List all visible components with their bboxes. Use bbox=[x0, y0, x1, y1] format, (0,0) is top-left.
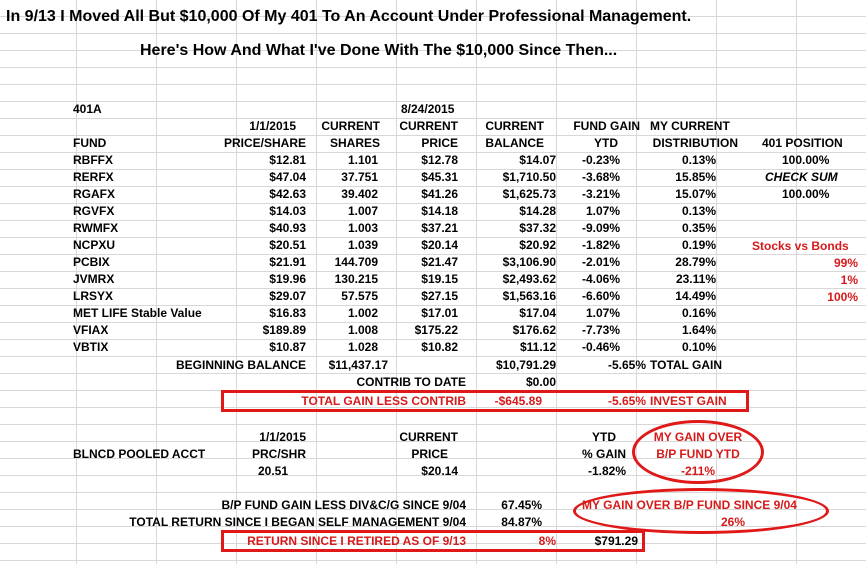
cell-shares: 1.101 bbox=[347, 153, 378, 167]
my-gain-ytd-line2: B/P FUND YTD bbox=[656, 447, 740, 461]
cell-price1: $12.81 bbox=[269, 153, 306, 167]
pooled-ytd-gain: -1.82% bbox=[587, 464, 626, 478]
cell-fund: RBFFX bbox=[73, 153, 113, 167]
cell-price: $19.15 bbox=[421, 272, 458, 286]
cell-ytd: -3.68% bbox=[581, 170, 620, 184]
cell-balance: $14.07 bbox=[519, 153, 556, 167]
cell-price1: $40.93 bbox=[269, 221, 306, 235]
cell-fund: RERFX bbox=[73, 170, 114, 184]
pooled-gain-header: % GAIN bbox=[581, 447, 626, 461]
cell-price: $175.22 bbox=[414, 323, 458, 337]
title-line-2: Here's How And What I've Done With The $10,000 Since Then... bbox=[140, 42, 618, 59]
cell-ytd: -4.06% bbox=[581, 272, 620, 286]
stocks-vs-bonds-label: Stocks vs Bonds bbox=[752, 239, 849, 253]
total-gain-pct: -5.65% bbox=[607, 358, 646, 372]
cell-balance: $1,625.73 bbox=[502, 187, 556, 201]
total-return-label: TOTAL RETURN SINCE I BEGAN SELF MANAGEMENT 9/04 bbox=[129, 515, 466, 529]
cell-price: $17.01 bbox=[421, 306, 458, 320]
cell-price1: $189.89 bbox=[262, 323, 306, 337]
cell-ytd: -2.01% bbox=[581, 255, 620, 269]
cell-ytd: -6.60% bbox=[581, 289, 620, 303]
cell-ytd: 1.07% bbox=[585, 204, 620, 218]
cell-shares: 57.575 bbox=[341, 289, 378, 303]
header-row1-col-2: CURRENT bbox=[321, 119, 380, 133]
cell-balance: $17.04 bbox=[519, 306, 556, 320]
cell-balance: $20.92 bbox=[519, 238, 556, 252]
checksum-label: CHECK SUM bbox=[765, 170, 838, 184]
header-row1-col-3: CURRENT bbox=[399, 119, 458, 133]
invest-gain-pct: -5.65% bbox=[607, 394, 646, 408]
total-gain-less-contrib-label: TOTAL GAIN LESS CONTRIB bbox=[301, 394, 466, 408]
header-row1-col-6: MY CURRENT bbox=[650, 119, 730, 133]
header-row2-col-3: PRICE bbox=[421, 136, 458, 150]
invest-gain-label: INVEST GAIN bbox=[650, 394, 727, 408]
title-line-1: In 9/13 I Moved All But $10,000 Of My 401 To An Account Under Professional Management. bbox=[6, 8, 692, 25]
stocks-pct: 99% bbox=[833, 256, 858, 270]
pooled-date-header: 1/1/2015 bbox=[259, 430, 306, 444]
cell-price1: $10.87 bbox=[269, 340, 306, 354]
beginning-balance-label: BEGINNING BALANCE bbox=[175, 358, 306, 372]
cell-fund: PCBIX bbox=[73, 255, 110, 269]
cell-dist: 0.16% bbox=[681, 306, 716, 320]
cell-dist: 0.13% bbox=[681, 153, 716, 167]
header-row1-col-5: FUND GAIN bbox=[573, 119, 640, 133]
header-row2-col-2: SHARES bbox=[329, 136, 380, 150]
cell-ytd: -0.23% bbox=[581, 153, 620, 167]
cell-price1: $21.91 bbox=[269, 255, 306, 269]
cell-shares: 1.028 bbox=[347, 340, 378, 354]
cell-fund: NCPXU bbox=[73, 238, 116, 252]
return-since-retired-label: RETURN SINCE I RETIRED AS OF 9/13 bbox=[247, 534, 466, 548]
stocks-bonds-total: 100% bbox=[827, 290, 858, 304]
pooled-prc-header: PRC/SHR bbox=[251, 447, 306, 461]
cell-price1: $19.96 bbox=[269, 272, 306, 286]
cell-price: $45.31 bbox=[421, 170, 458, 184]
cell-dist: 1.64% bbox=[681, 323, 716, 337]
cell-shares: 1.039 bbox=[347, 238, 378, 252]
cell-shares: 130.215 bbox=[334, 272, 378, 286]
cell-balance: $37.32 bbox=[519, 221, 556, 235]
cell-fund: RGAFX bbox=[73, 187, 115, 201]
cell-price1: $47.04 bbox=[269, 170, 306, 184]
position-total: 100.00% bbox=[782, 153, 830, 167]
pooled-start-price: 20.51 bbox=[257, 464, 288, 478]
cell-price: $10.82 bbox=[421, 340, 458, 354]
cell-dist: 0.10% bbox=[681, 340, 716, 354]
header-row2-col-5: YTD bbox=[594, 136, 618, 150]
cell-ytd: -9.09% bbox=[581, 221, 620, 235]
cell-balance: $1,710.50 bbox=[502, 170, 556, 184]
cell-ytd: -7.73% bbox=[581, 323, 620, 337]
cell-dist: 14.49% bbox=[675, 289, 716, 303]
cell-shares: 1.003 bbox=[347, 221, 378, 235]
cell-price: $12.78 bbox=[421, 153, 458, 167]
cell-fund: JVMRX bbox=[73, 272, 115, 286]
cell-fund: VFIAX bbox=[73, 323, 109, 337]
cell-price: $27.15 bbox=[421, 289, 458, 303]
cell-fund: RGVFX bbox=[73, 204, 115, 218]
cell-shares: 1.002 bbox=[347, 306, 378, 320]
my-gain-ytd-value: -211% bbox=[680, 464, 716, 478]
cell-dist: 0.35% bbox=[681, 221, 716, 235]
contrib-value: $0.00 bbox=[525, 375, 556, 389]
cell-price1: $29.07 bbox=[269, 289, 306, 303]
account-label: 401A bbox=[73, 102, 102, 116]
cell-fund: RWMFX bbox=[73, 221, 119, 235]
bonds-pct: 1% bbox=[840, 273, 858, 287]
total-gain-label: TOTAL GAIN bbox=[650, 358, 722, 372]
return-since-retired-value: $791.29 bbox=[594, 534, 638, 548]
cell-price: $37.21 bbox=[421, 221, 458, 235]
cell-shares: 37.751 bbox=[341, 170, 378, 184]
pooled-account-label: BLNCD POOLED ACCT bbox=[73, 447, 206, 461]
cell-dist: 15.85% bbox=[675, 170, 716, 184]
header-row2-col-1: PRICE/SHARE bbox=[223, 136, 306, 150]
cell-price1: $16.83 bbox=[269, 306, 306, 320]
my-gain-since-value: 26% bbox=[720, 515, 745, 529]
cell-ytd: -0.46% bbox=[581, 340, 620, 354]
cell-balance: $3,106.90 bbox=[502, 255, 556, 269]
cell-ytd: -3.21% bbox=[581, 187, 620, 201]
cell-price1: $42.63 bbox=[269, 187, 306, 201]
cell-dist: 23.11% bbox=[675, 272, 716, 286]
cell-price1: $20.51 bbox=[269, 238, 306, 252]
header-row2-col-6: DISTRIBUTION bbox=[652, 136, 738, 150]
cell-balance: $2,493.62 bbox=[502, 272, 556, 286]
pooled-price-header: PRICE bbox=[411, 447, 448, 461]
return-since-retired-pct: 8% bbox=[538, 534, 556, 548]
contrib-label: CONTRIB TO DATE bbox=[356, 375, 466, 389]
header-row1-col-4: CURRENT bbox=[485, 119, 544, 133]
header-row1-col-1: 1/1/2015 bbox=[249, 119, 296, 133]
cell-price: $14.18 bbox=[421, 204, 458, 218]
cell-price: $20.14 bbox=[421, 238, 458, 252]
cell-price1: $14.03 bbox=[269, 204, 306, 218]
cell-balance: $176.62 bbox=[512, 323, 556, 337]
bp-fund-gain-value: 67.45% bbox=[501, 498, 542, 512]
cell-balance: $1,563.16 bbox=[502, 289, 556, 303]
cell-price: $41.26 bbox=[421, 187, 458, 201]
cell-fund: VBTIX bbox=[73, 340, 109, 354]
cell-ytd: 1.07% bbox=[585, 306, 620, 320]
cell-shares: 39.402 bbox=[341, 187, 378, 201]
checksum-value: 100.00% bbox=[782, 187, 830, 201]
cell-shares: 1.008 bbox=[347, 323, 378, 337]
bp-fund-gain-label: B/P FUND GAIN LESS DIV&C/G SINCE 9/04 bbox=[221, 498, 466, 512]
my-gain-since-label: MY GAIN OVER B/P FUND SINCE 9/04 bbox=[582, 498, 797, 512]
pooled-current-header: CURRENT bbox=[399, 430, 458, 444]
cell-fund: MET LIFE Stable Value bbox=[73, 306, 202, 320]
current-balance-total: $10,791.29 bbox=[495, 358, 556, 372]
pooled-current-price: $20.14 bbox=[421, 464, 458, 478]
cell-dist: 28.79% bbox=[675, 255, 716, 269]
date-header: 8/24/2015 bbox=[401, 102, 455, 116]
header-row2-col-4: BALANCE bbox=[485, 136, 544, 150]
cell-price: $21.47 bbox=[421, 255, 458, 269]
beginning-balance-value: $11,437.17 bbox=[328, 358, 388, 372]
my-gain-ytd-line1: MY GAIN OVER bbox=[653, 430, 743, 444]
cell-fund: LRSYX bbox=[73, 289, 114, 303]
pooled-ytd-header: YTD bbox=[592, 430, 616, 444]
cell-balance: $11.12 bbox=[519, 340, 556, 354]
cell-balance: $14.28 bbox=[519, 204, 556, 218]
cell-shares: 144.709 bbox=[334, 255, 378, 269]
cell-shares: 1.007 bbox=[347, 204, 378, 218]
cell-dist: 15.07% bbox=[675, 187, 716, 201]
total-return-value: 84.87% bbox=[501, 515, 542, 529]
cell-ytd: -1.82% bbox=[581, 238, 620, 252]
header-row2-col-7: 401 POSITION bbox=[762, 136, 843, 150]
cell-dist: 0.19% bbox=[681, 238, 716, 252]
total-gain-less-contrib-value: -$645.89 bbox=[494, 394, 542, 408]
cell-dist: 0.13% bbox=[681, 204, 716, 218]
header-row2-col-0: FUND bbox=[73, 136, 107, 150]
